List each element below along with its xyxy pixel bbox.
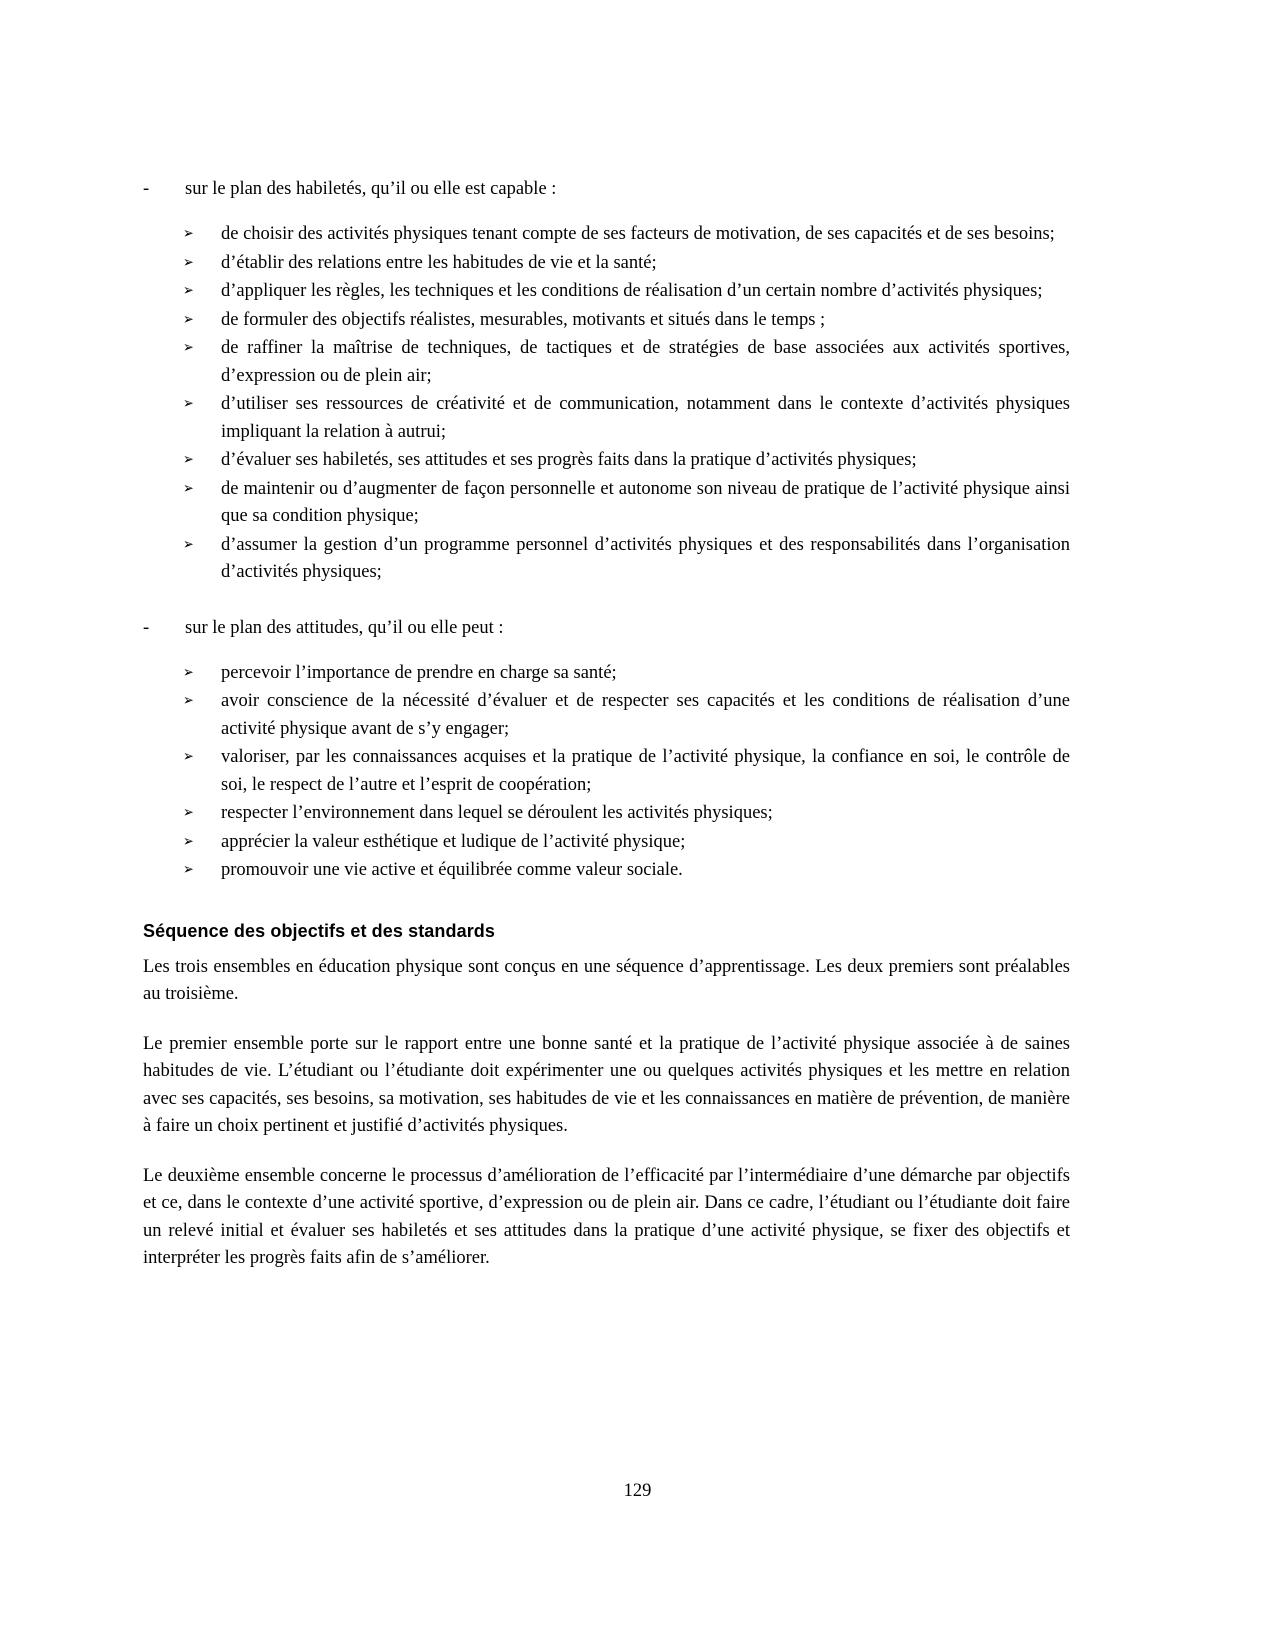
list-item-text: avoir conscience de la nécessité d’évaluer et de respecter ses capacités et les conditions de réalisation d’une activité physique avant de s’y engager; — [221, 691, 1070, 739]
list-item-text: d’établir des relations entre les habitudes de vie et la santé; — [221, 252, 657, 273]
list-item-text: percevoir l’importance de prendre en charge sa santé; — [221, 662, 617, 683]
list-item-text: respecter l’environnement dans lequel se déroulent les activités physiques; — [221, 803, 773, 823]
arrow-bullet-icon: ➢ — [182, 283, 194, 299]
list-item — [143, 476, 1070, 531]
list-item — [143, 660, 1070, 688]
list-item — [143, 250, 1070, 278]
arrow-bullet-icon: ➢ — [182, 226, 194, 242]
list-item — [143, 335, 1070, 390]
list-item — [143, 391, 1070, 446]
list-item-text: de raffiner la maîtrise de techniques, de tactiques et de stratégies de base associées aux activités sportives, d’expression ou de plein air; — [221, 338, 1070, 386]
list-item — [143, 744, 1070, 799]
list-item-text: d’assumer la gestion d’un programme personnel d’activités physiques et des responsabilités dans l’organisation d’activités physiques; — [221, 534, 1070, 582]
arrow-bullet-icon: ➢ — [182, 480, 194, 497]
list-item-text: de formuler des objectifs réalistes, mesurables, motivants et situés dans le temps ; — [221, 309, 826, 330]
list-item — [143, 307, 1070, 335]
list-item — [143, 278, 1070, 306]
list-item — [143, 532, 1070, 587]
arrow-bullet-icon: ➢ — [182, 536, 194, 553]
list-item-text: promouvoir une vie active et équilibrée comme valeur sociale. — [221, 860, 683, 880]
list-item-text: de choisir des activités physiques tenant compte de ses facteurs de motivation, de ses capacités et de ses besoins; — [221, 224, 1055, 244]
list-item-text: de maintenir ou d’augmenter de façon personnelle et autonome son niveau de pratique de l’activité physique ainsi que sa condition physique; — [221, 478, 1070, 526]
paragraph: Le premier ensemble porte sur le rapport entre une bonne santé et la pratique de l’activité physique associée à de saines habitudes de vie. L’étudiant ou l’étudiante doit expérimenter une ou quelques activités physiques et les mettre en relation avec ses capacités, ses besoins, sa motivation, ses habitudes de vie et les connaissances en matière de prévention, de manière à faire un choix pertinent et justifié d’activités physiques. — [143, 1033, 1070, 1136]
section-heading: Séquence des objectifs et des standards — [143, 920, 496, 941]
arrow-bullet-icon: ➢ — [182, 340, 194, 356]
arrow-bullet-icon: ➢ — [182, 862, 194, 878]
sub-list-habiletes — [143, 221, 1070, 587]
arrow-bullet-icon: ➢ — [182, 311, 194, 328]
list-item-text: d’utiliser ses ressources de créativité et de communication, notamment dans le contexte d’activités physiques impliquant la relation à autrui; — [221, 394, 1070, 442]
arrow-bullet-icon: ➢ — [182, 254, 194, 271]
dash-bullet-marker: - — [143, 179, 150, 199]
arrow-bullet-icon: ➢ — [182, 805, 194, 821]
list-item — [143, 857, 1070, 885]
dash-bullet-text: sur le plan des attitudes, qu’il ou elle peut : — [185, 617, 504, 638]
list-item — [143, 614, 1070, 642]
paragraph: Les trois ensembles en éducation physique sont conçus en une séquence d’apprentissage. Les deux premiers sont préalables au troisième. — [143, 956, 1070, 1004]
arrow-bullet-icon: ➢ — [182, 693, 194, 709]
list-item-text: valoriser, par les connaissances acquises et la pratique de l’activité physique, la confiance en soi, le contrôle de soi, le respect de l’autre et l’esprit de coopération; — [221, 747, 1070, 795]
arrow-bullet-icon: ➢ — [182, 749, 194, 765]
arrow-bullet-icon: ➢ — [182, 396, 194, 412]
list-item — [143, 688, 1070, 743]
list-item-text: apprécier la valeur esthétique et ludique de l’activité physique; — [221, 831, 686, 852]
list-item — [143, 800, 1070, 828]
dash-bullet-text: sur le plan des habiletés, qu’il ou elle est capable : — [185, 179, 557, 199]
list-item — [143, 175, 1070, 203]
list-item — [143, 221, 1070, 249]
list-item-text: d’évaluer ses habiletés, ses attitudes et ses progrès faits dans la pratique d’activités physiques; — [221, 450, 917, 470]
arrow-bullet-icon: ➢ — [182, 833, 194, 850]
arrow-bullet-icon: ➢ — [182, 664, 194, 681]
sub-list-attitudes — [143, 660, 1070, 885]
paragraph: Le deuxième ensemble concerne le processus d’amélioration de l’efficacité par l’intermédiaire d’une démarche par objectifs et ce, dans le contexte d’une activité sportive, d’expression ou de plein air. Dans ce cadre, l’étudiant ou l’étudiante doit faire un relevé initial et évaluer ses habiletés et ses attitudes dans la pratique d’une activité physique, se fixer des objectifs et interpréter les progrès faits afin de s’améliorer. — [143, 1165, 1070, 1268]
list-item — [143, 829, 1070, 857]
page-number: 129 — [623, 1481, 652, 1501]
list-item — [143, 447, 1070, 475]
list-item-text: d’appliquer les règles, les techniques et les conditions de réalisation d’un certain nombre d’activités physiques; — [221, 281, 1043, 301]
spacer — [143, 588, 1070, 614]
dash-bullet-marker: - — [143, 617, 150, 638]
arrow-bullet-icon: ➢ — [182, 452, 194, 468]
